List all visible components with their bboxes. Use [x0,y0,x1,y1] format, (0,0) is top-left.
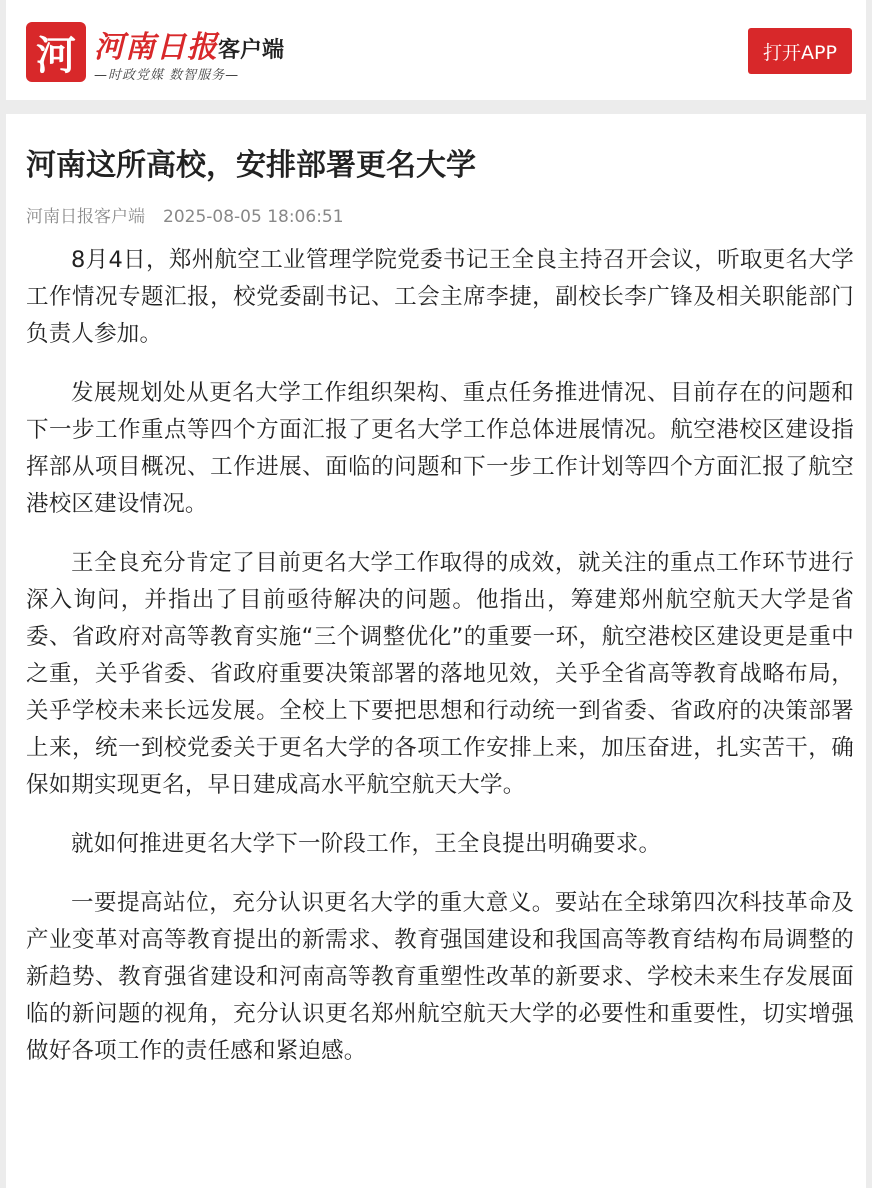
brand-logo-icon[interactable]: 河 [26,22,86,82]
article-content [26,242,854,1092]
article-title: 河南这所高校，安排部署更名大学 [26,148,476,183]
brand-suffix: 客户端 [218,38,285,63]
brand-name [94,22,284,66]
article-paragraph: 8月4日，郑州航空工业管理学院党委书记王全良主持召开会议，听取更名大学工作情况专题汇报，校党委副书记、工会主席李捷，副校长李广锋及相关职能部门负责人参加。 [26,247,854,347]
article-paragraph: 就如何推进更名大学下一阶段工作，王全良提出明确要求。 [71,831,662,857]
article [6,114,866,1188]
article-paragraph: 王全良充分肯定了目前更名大学工作取得的成效，就关注的重点工作环节进行深入询问，并指出了目前亟待解决的问题。他指出，筹建郑州航空航天大学是省委、省政府对高等教育实施“三个调整优化”的重要一环，航空港校区建设更是重中之重，关乎省委、省政府重要决策部署的落地见效，关乎全省高等教育战略布局，关乎学校未来长远发展。全校上下要把思想和行动统一到省委、省政府的决策部署上来，统一到校党委关于更名大学的各项工作安排上来，加压奋进，扎实苦干，确保如期实现更名，早日建成高水平航空航天大学。 [26,550,854,798]
brand-name-text: 河南日报 [94,30,218,65]
open-app-button[interactable]: 打开APP [748,28,852,74]
article-paragraph: 一要提高站位，充分认识更名大学的重大意义。要站在全球第四次科技革命及产业变革对高等教育提出的新需求、教育强国建设和我国高等教育结构布局调整的新趋势、教育强省建设和河南高等教育重塑性改革的新要求、学校未来生存发展面临的新问题的视角，充分认识更名郑州航空航天大学的必要性和重要性，切实增强做好各项工作的责任感和紧迫感。 [26,890,854,1064]
brand-slogan: —时政党媒 数智服务— [94,68,240,83]
article-meta [26,202,344,227]
article-paragraph: 发展规划处从更名大学工作组织架构、重点任务推进情况、目前存在的问题和下一步工作重点等四个方面汇报了更名大学工作总体进展情况。航空港校区建设指挥部从项目概况、工作进展、面临的问题和下一步工作计划等四个方面汇报了航空港校区建设情况。 [26,380,854,517]
app-header [6,0,866,100]
article-source: 河南日报客户端 [26,207,145,227]
article-time: 2025-08-05 18:06:51 [163,207,344,227]
